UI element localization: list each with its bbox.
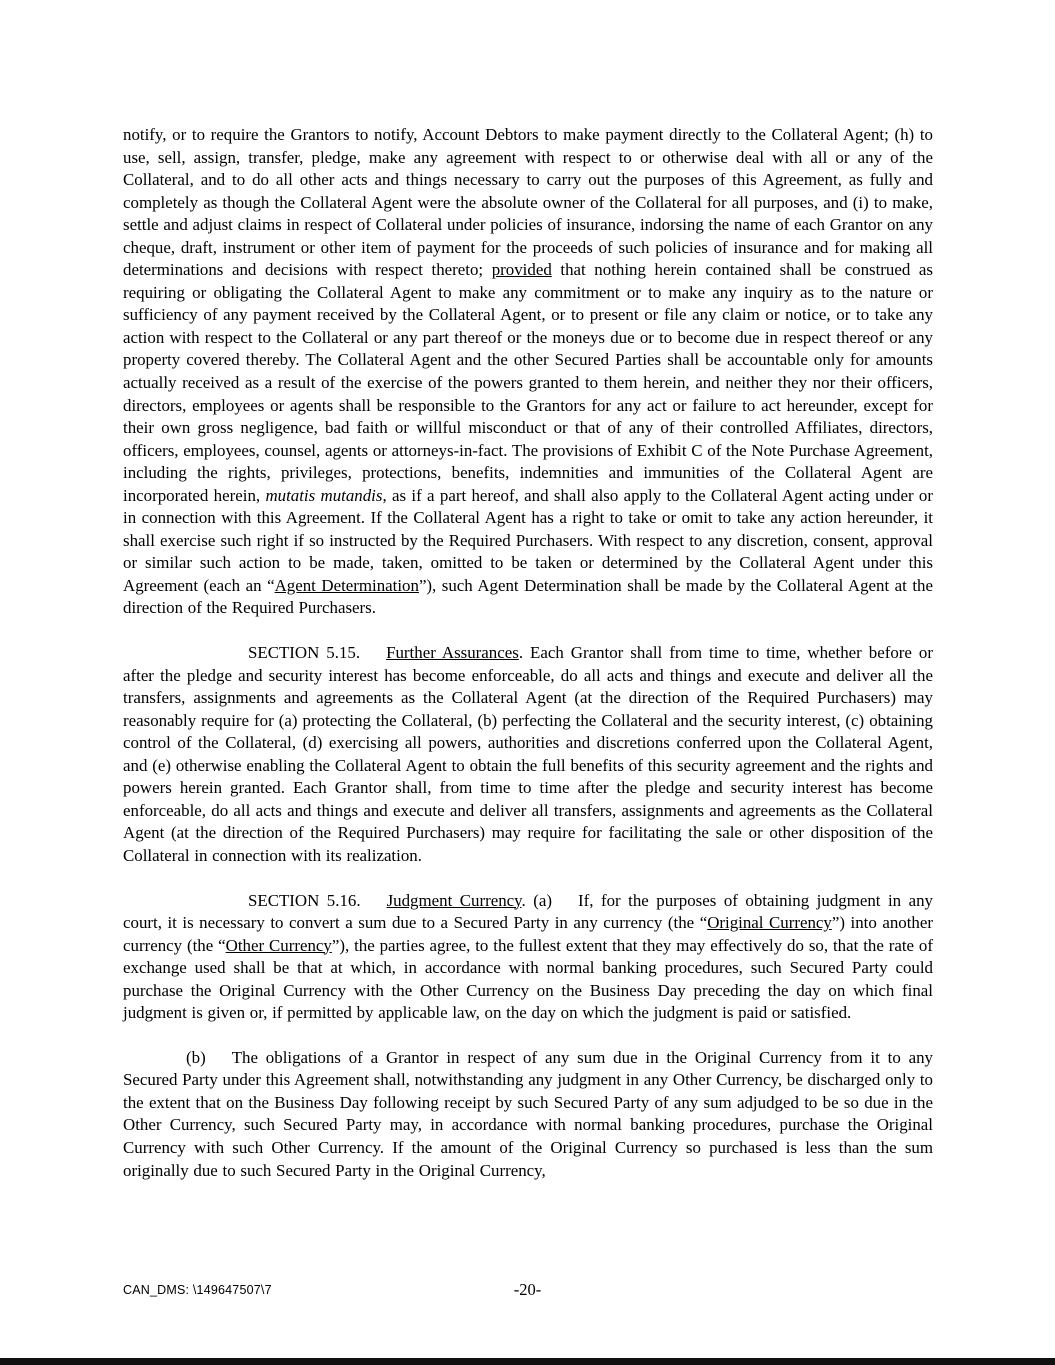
text-segment: ”), such Agent Determination shall be made by the Collateral Agent at the direction of the Required Purchasers. <box>123 575 934 618</box>
document-id: CAN_DMS: \149647507\7 <box>123 1283 272 1297</box>
text-segment: SECTION 5.16. <box>248 890 361 910</box>
text-segment: . Each Grantor shall from time to time, whether before or after the pledge and security interest has become enforceable, do all acts and things and execute and deliver all the transfers, assignments and agreements as the Collateral Agent (at the direction of the Required Purchasers) may reasonably require for (a) protecting the Collateral, (b) perfecting the Collateral and the security interest, (c) obtaining control of the Collateral, (d) exercising all powers, authorities and discretions conferred upon the Collateral Agent, and (e) otherwise enabling the Collateral Agent to obtain the full benefits of this security agreement and the rights and powers herein granted. Each Grantor shall, from time to time after the pledge and security interest has become enforceable, do all acts and things and execute and deliver all transfers, assignments and agreements as the Collateral Agent (at the direction of the Required Purchasers) may require for facilitating the sale or other disposition of the Collateral in connection with its realization. <box>123 643 933 865</box>
text-segment: Agent Determination <box>274 575 419 595</box>
text-segment: SECTION 5.15. <box>248 643 361 663</box>
text-segment: If, for the purposes of obtaining judgment in any court, it is necessary to convert a sum due to a Secured Party in any currency (the “ <box>123 890 933 933</box>
section-5-16-paragraph <box>123 890 933 1025</box>
text-segment: The obligations of a Grantor in respect of any sum due in the Original Currency from it to any Secured Party under this Agreement shall, notwithstanding any judgment in any Other Currency, be discharged only to the extent that on the Business Day following receipt by such Secured Party of any sum adjudged to be so due in the Other Currency, such Secured Party may, in accordance with normal banking procedures, purchase the Original Currency with such Other Currency. If the amount of the Original Currency so purchased is less than the sum originally due to such Secured Party in the Original Currency, <box>123 1047 933 1180</box>
text-segment: Judgment Currency <box>386 890 522 910</box>
text-segment: (b) <box>186 1047 206 1067</box>
text-segment: that nothing herein contained shall be construed as requiring or obligating the Collateral Agent to make any commitment or to make any inquiry as to the nature or sufficiency of any payment received by the Collateral Agent, or to present or file any claim or notice, or to take any action with respect to the Collateral or any part thereof or the moneys due or to become due in respect thereof or any property covered thereby. The Collateral Agent and the other Secured Parties shall be accountable only for amounts actually received as a result of the exercise of the powers granted to them herein, and neither they nor their officers, directors, employees or agents shall be responsible to the Grantors for any act or failure to act hereunder, except for their own gross negligence, bad faith or willful misconduct or that of any of their controlled Affiliates, directors, officers, employees, counsel, agents or attorneys-in-fact. The provisions of Exhibit C of the Note Purchase Agreement, including the rights, privileges, protections, benefits, indemnities and immunities of the Collateral Agent are incorporated herein, <box>123 260 933 505</box>
subsection-b-paragraph <box>123 1047 933 1182</box>
document-body <box>123 124 933 1182</box>
text-segment: . (a) <box>521 890 552 910</box>
text-segment: Other Currency <box>225 935 332 955</box>
section-5-15-paragraph <box>123 642 933 867</box>
text-segment: Further Assurances <box>386 643 519 663</box>
text-segment: ”) into another currency (the “ <box>123 913 933 955</box>
text-segment: provided <box>491 260 552 280</box>
text-segment: Original Currency <box>707 913 832 933</box>
page-number: -20- <box>513 1280 542 1299</box>
page-footer <box>0 1280 1055 1304</box>
text-segment: notify, or to require the Grantors to notify, Account Debtors to make payment directly to the Collateral Agent; (h) to use, sell, assign, transfer, pledge, make any agreement with respect to or otherwise deal with all or any of the Collateral, and to do all other acts and things necessary to carry out the purposes of this Agreement, as fully and completely as though the Collateral Agent were the absolute owner of the Collateral for all purposes, and (i) to make, settle and adjust claims in respect of Collateral under policies of insurance, indorsing the name of each Grantor on any cheque, draft, instrument or other item of payment for the proceeds of such policies of insurance and for making all determinations and decisions with respect thereto; <box>123 125 933 280</box>
continuation-paragraph <box>123 124 933 620</box>
text-segment: , as if a part hereof, and shall also apply to the Collateral Agent acting under or in connection with this Agreement. If the Collateral Agent has a right to take or omit to take any action hereunder, it shall exercise such right if so instructed by the Required Purchasers. With respect to any discretion, consent, approval or similar such action to be made, taken, omitted to be taken or determined by the Collateral Agent under this Agreement (each an “ <box>123 485 933 595</box>
text-segment: mutatis mutandis <box>265 485 383 505</box>
page-bottom-edge <box>0 1358 1055 1365</box>
text-segment: ”), the parties agree, to the fullest extent that they may effectively do so, that the rate of exchange used shall be that at which, in accordance with normal banking procedures, such Secured Party could purchase the Original Currency with the Other Currency on the Business Day preceding the day on which final judgment is given or, if permitted by applicable law, on the day on which the judgment is paid or satisfied. <box>123 935 934 1023</box>
